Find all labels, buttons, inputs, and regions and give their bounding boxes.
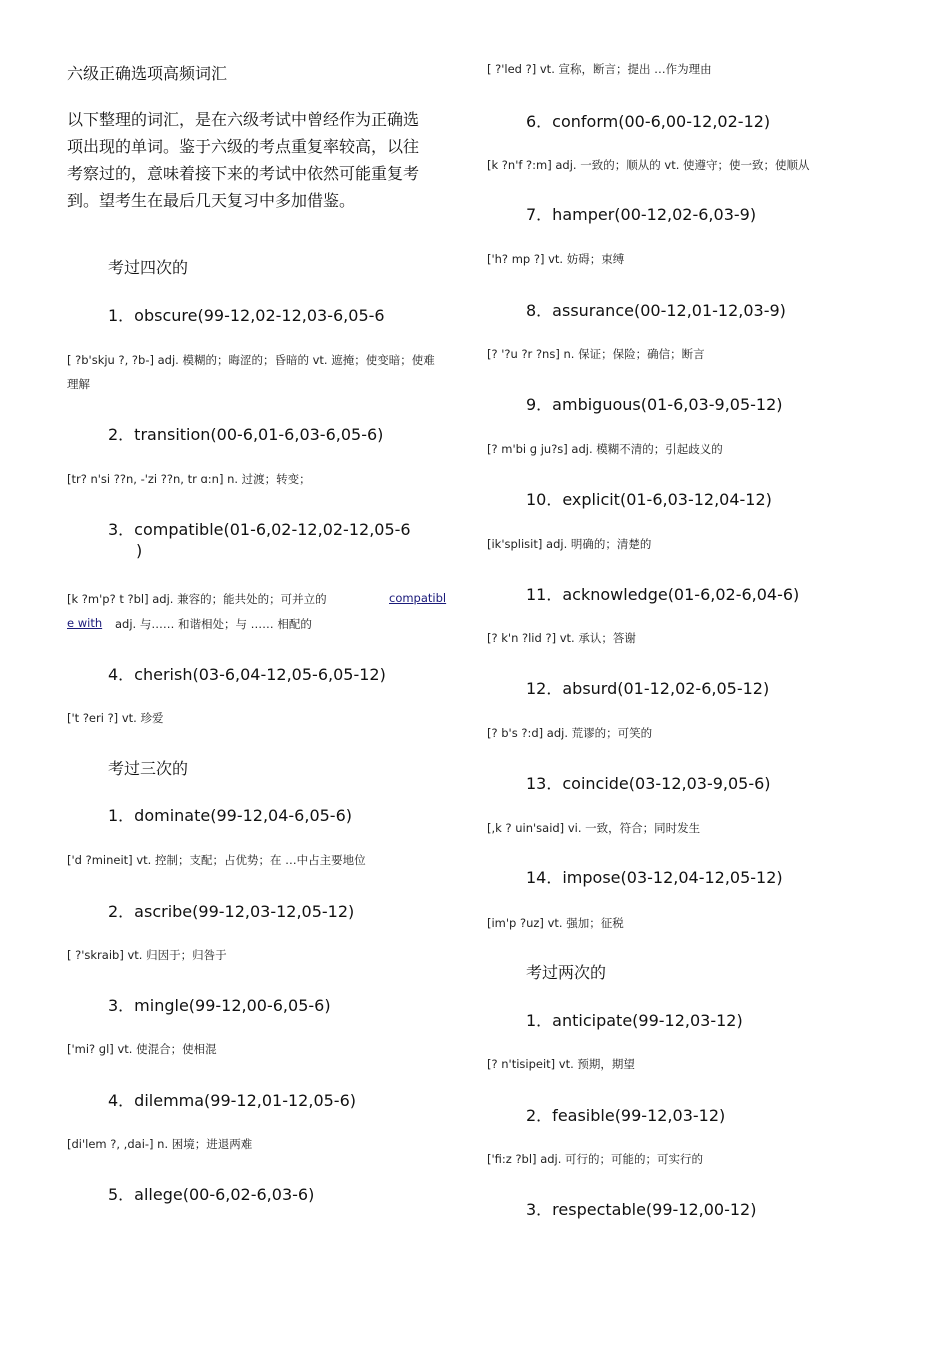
vocab-word: 1．obscure(99-12,02-12,03-6,05-6 — [108, 306, 385, 325]
vocab-definition: [,k ? uin'said] vi. 一致，符合；同时发生 — [487, 821, 701, 835]
vocab-definition: [? '?u ?r ?ns] n. 保证；保险；确信；断言 — [487, 347, 705, 361]
section-heading-three-times: 考过三次的 — [108, 759, 189, 778]
page-title: 六级正确选项高频词汇 — [67, 64, 228, 83]
phrase-link-continuation[interactable]: e with — [67, 616, 103, 630]
vocab-definition: [ ?'skraib] vt. 归因于；归咎于 — [67, 948, 227, 962]
vocab-definition: [k ?m'p? t ?bl] adj. 兼容的；能共处的；可并立的 — [67, 592, 327, 606]
vocab-word: 14．impose(03-12,04-12,05-12) — [526, 868, 783, 887]
vocab-word: 2．feasible(99-12,03-12) — [526, 1106, 726, 1125]
vocab-word: 6．conform(00-6,00-12,02-12) — [526, 112, 771, 131]
section-heading-two-times: 考过两次的 — [526, 963, 607, 982]
vocab-word: 12．absurd(01-12,02-6,05-12) — [526, 679, 770, 698]
vocab-word: 13．coincide(03-12,03-9,05-6) — [526, 774, 771, 793]
vocab-definition: [ik'splisit] adj. 明确的；清楚的 — [487, 537, 652, 551]
vocab-definition: ['h? mp ?] vt. 妨碍；束缚 — [487, 252, 625, 266]
vocab-definition: ['fi:z ?bl] adj. 可行的；可能的；可实行的 — [487, 1152, 704, 1166]
intro-paragraph: 以下整理的词汇，是在六级考试中曾经作为正确选项出现的单词。鉴于六级的考点重复率较高，以往考察过的，意味着接下来的考试中依然可能重复考到。望考生在最后几天复习中多加借鉴。 — [67, 110, 420, 210]
vocab-word: 1．anticipate(99-12,03-12) — [526, 1011, 743, 1030]
vocab-word: 7．hamper(00-12,02-6,03-9) — [526, 205, 757, 224]
vocab-definition: [tr? n'si ??n, -'zi ??n, tr ɑ:n] n. 过渡；转变； — [67, 472, 311, 486]
vocab-definition: ['d ?mineit] vt. 控制；支配；占优势；在 …中占主要地位 — [67, 853, 366, 867]
vocab-definition: [? n'tisipeit] vt. 预期，期望 — [487, 1057, 635, 1071]
vocab-word: 3．mingle(99-12,00-6,05-6) — [108, 996, 331, 1015]
vocab-definition: [ ?b'skju ?, ?b-] adj. 模糊的；晦涩的；昏暗的 vt. 遮掩；使变暗；使难理解 — [67, 353, 435, 391]
vocab-definition: [? b's ?:d] adj. 荒谬的；可笑的 — [487, 726, 653, 740]
vocab-word: 5．allege(00-6,02-6,03-6) — [108, 1185, 315, 1204]
vocab-word: 2．transition(00-6,01-6,03-6,05-6) — [108, 425, 384, 444]
vocab-definition: [di'lem ?, ,dai-] n. 困境；进退两难 — [67, 1137, 253, 1151]
vocab-definition: ['mi? ɡl] vt. 使混合；使相混 — [67, 1042, 217, 1056]
vocab-definition: [? m'bi ɡ ju?s] adj. 模糊不清的；引起歧义的 — [487, 442, 723, 456]
phrase-link[interactable]: compatibl — [389, 591, 447, 605]
vocab-word: 10．explicit(01-6,03-12,04-12) — [526, 490, 772, 509]
vocab-definition: ['t ?eri ?] vt. 珍爱 — [67, 711, 164, 725]
phrase-definition: adj. 与…… 和谐相处；与 …… 相配的 — [115, 617, 312, 631]
vocab-definition: [ ?'led ?] vt. 宣称，断言；提出 …作为理由 — [487, 62, 712, 76]
vocab-word: 8．assurance(00-12,01-12,03-9) — [526, 301, 786, 320]
vocab-word-continuation: ) — [136, 541, 143, 560]
vocab-definition: [k ?n'f ?:m] adj. 一致的；顺从的 vt. 使遵守；使一致；使顺从 — [487, 158, 810, 172]
vocab-word: 11．acknowledge(01-6,02-6,04-6) — [526, 585, 800, 604]
vocab-word: 3．compatible(01-6,02-12,02-12,05-6 — [108, 520, 411, 539]
section-heading-four-times: 考过四次的 — [108, 258, 189, 277]
vocab-word: 3．respectable(99-12,00-12) — [526, 1200, 757, 1219]
vocab-word: 4．dilemma(99-12,01-12,05-6) — [108, 1091, 357, 1110]
vocab-word: 9．ambiguous(01-6,03-9,05-12) — [526, 395, 783, 414]
vocab-word: 4．cherish(03-6,04-12,05-6,05-12) — [108, 665, 386, 684]
vocab-word: 2．ascribe(99-12,03-12,05-12) — [108, 902, 355, 921]
vocab-definition: [? k'n ?lid ?] vt. 承认；答谢 — [487, 631, 636, 645]
vocab-definition: [im'p ?uz] vt. 强加；征税 — [487, 916, 624, 930]
vocab-word: 1．dominate(99-12,04-6,05-6) — [108, 806, 352, 825]
